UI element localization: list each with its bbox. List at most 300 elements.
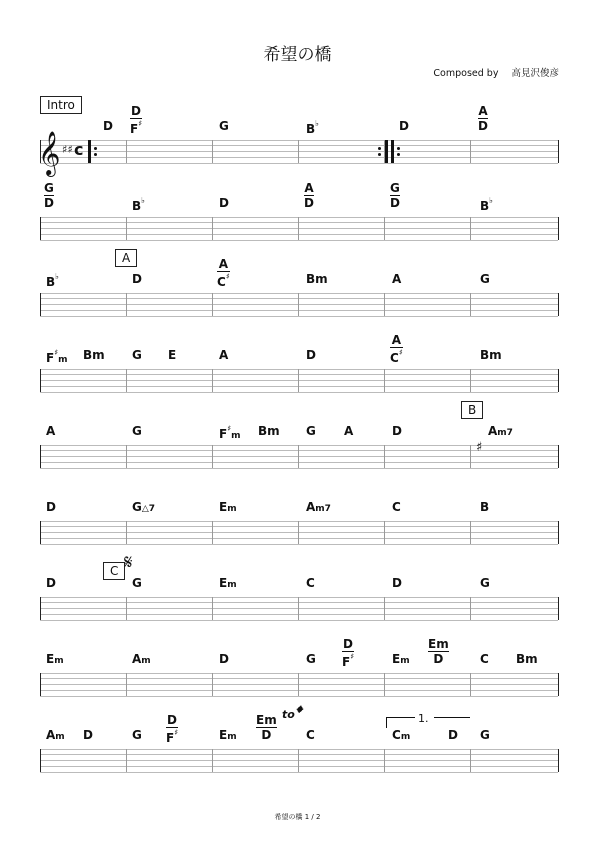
barline: [298, 521, 299, 544]
chord-symbol: [480, 197, 493, 212]
accidental: ♭: [315, 119, 319, 128]
chord-quality: m: [400, 732, 411, 742]
staff-line: [40, 526, 558, 527]
accidental: ♯: [138, 119, 143, 128]
chord-root: Bm: [480, 348, 502, 362]
staff-system: [40, 217, 558, 240]
chord-root: A: [344, 424, 354, 438]
chord-root: E: [219, 576, 228, 590]
staff-line: [40, 608, 558, 609]
chord-root: Bm: [516, 652, 538, 666]
staff-line: [40, 766, 558, 767]
chord-quality: m: [400, 656, 410, 666]
chord-root: D: [83, 728, 93, 742]
staff-line: [40, 234, 558, 235]
slash-chord-bass: [217, 272, 230, 288]
barline: [40, 597, 41, 620]
barline: [384, 217, 385, 240]
sharp-accidental-icon: ♯: [476, 440, 483, 455]
chord-symbol: [132, 653, 151, 666]
rehearsal-mark-intro: Intro: [40, 96, 82, 114]
barline: [40, 749, 41, 772]
chord-root: B: [480, 500, 490, 514]
barline: [126, 673, 127, 696]
barline: [384, 445, 385, 468]
barline: [40, 521, 41, 544]
slash-chord: [256, 714, 277, 741]
chord-root: G: [219, 119, 229, 133]
treble-clef-icon: 𝄞: [38, 131, 61, 175]
barline: [298, 293, 299, 316]
rehearsal-mark-a: A: [115, 249, 137, 267]
barline: [558, 369, 559, 392]
staff-line: [40, 228, 558, 229]
chord-symbol: [132, 425, 142, 437]
chord-quality: m: [227, 732, 237, 742]
staff-line: [40, 310, 558, 311]
chord-root: G: [306, 424, 316, 438]
barline: [212, 445, 213, 468]
barline: [298, 673, 299, 696]
chord-quality: m: [141, 656, 151, 666]
chord-root: D: [46, 576, 56, 590]
chord-root: G: [480, 576, 490, 590]
chord-symbol: [392, 273, 401, 285]
composer-credit: [423, 65, 559, 79]
chord-symbol: [219, 349, 228, 361]
slash-chord-upper: A: [391, 333, 401, 347]
barline: [558, 293, 559, 316]
chord-symbol: [306, 349, 316, 361]
chord-root: D: [392, 424, 402, 438]
barline: [470, 521, 471, 544]
chord-root: G: [132, 728, 142, 742]
barline: [212, 217, 213, 240]
staff-line: [40, 760, 558, 761]
repeat-start-barline: [391, 140, 394, 163]
barline: [470, 673, 471, 696]
chord-root: Bm: [83, 348, 105, 362]
chord-root: D: [219, 652, 229, 666]
staff-line: [40, 614, 558, 615]
chord-symbol: [46, 729, 65, 742]
chord-root: D: [132, 272, 142, 286]
accidental: ♭: [141, 196, 145, 205]
barline: [298, 749, 299, 772]
chord-root: Bm: [258, 424, 280, 438]
chord-symbol: [480, 653, 489, 665]
barline: [126, 521, 127, 544]
chord-root: G: [132, 424, 142, 438]
slash-chord: [217, 258, 230, 288]
barline: [470, 445, 471, 468]
accidental: ♯: [54, 348, 59, 357]
slash-chord: [342, 638, 354, 668]
chord-symbol: [480, 577, 490, 589]
chord-root: Bm: [306, 272, 328, 286]
slash-chord-bass: [304, 196, 314, 209]
barline: [126, 217, 127, 240]
staff-line: [40, 163, 558, 164]
barline: [470, 140, 471, 163]
chord-symbol: [46, 273, 59, 288]
chord-symbol: [132, 273, 142, 285]
staff-system: [40, 293, 558, 316]
staff-system: [40, 140, 558, 163]
to-coda-marker: [282, 703, 301, 723]
chord-symbol: [219, 425, 240, 441]
staff-line: [40, 304, 558, 305]
chord-root: A: [219, 348, 229, 362]
staff-line: [40, 151, 558, 152]
staff-line: [40, 749, 558, 750]
chord-symbol: [219, 653, 229, 665]
chord-symbol: [132, 577, 142, 589]
chord-symbol: [46, 349, 67, 365]
slash-chord-upper: D: [167, 713, 178, 727]
chord-symbol: [46, 425, 55, 437]
chord-root: F: [46, 351, 55, 365]
chord-root: A: [132, 652, 142, 666]
repeat-end-barline: [385, 140, 388, 163]
chord-root: C: [392, 500, 401, 514]
page-footer: 希望の橋 1 / 2: [274, 813, 321, 821]
chord-quality: △7: [141, 504, 156, 514]
chord-root: C: [306, 728, 315, 742]
chord-root: B: [480, 199, 490, 213]
chord-symbol: [306, 120, 319, 135]
staff-line: [40, 240, 558, 241]
chord-root: D: [399, 119, 409, 133]
slash-chord-upper: A: [304, 181, 314, 195]
rehearsal-mark-b: B: [461, 401, 483, 419]
chord-symbol: [488, 425, 513, 438]
to-coda-text: to: [282, 708, 295, 721]
slash-chord-bass: [256, 728, 277, 741]
barline: [126, 293, 127, 316]
chord-symbol: [392, 653, 410, 666]
accidental: ♯: [225, 272, 230, 281]
chord-symbol: [132, 501, 155, 514]
barline: [384, 521, 385, 544]
chord-symbol: [448, 729, 458, 741]
bass-note: F: [166, 731, 175, 745]
staff-line: [40, 374, 558, 375]
chord-symbol: [219, 197, 229, 209]
chord-root: D: [103, 119, 113, 133]
chord-root: A: [46, 728, 56, 742]
staff-line: [40, 538, 558, 539]
coda-icon: 𝄌: [294, 703, 301, 723]
chord-symbol: [480, 349, 502, 361]
staff-line: [40, 145, 558, 146]
barline: [298, 445, 299, 468]
barline: [470, 217, 471, 240]
chord-root: G: [480, 728, 490, 742]
slash-chord-bass: [342, 652, 354, 668]
staff-line: [40, 532, 558, 533]
chord-symbol: [219, 120, 229, 132]
chord-symbol: [399, 120, 409, 132]
barline: [384, 673, 385, 696]
staff-line: [40, 602, 558, 603]
staff-line: [40, 597, 558, 598]
accidental: ♭: [489, 196, 493, 205]
slash-chord-upper: A: [218, 257, 228, 271]
first-ending-label: 1.: [418, 712, 429, 725]
first-ending-bracket: [386, 717, 415, 728]
slash-chord-upper: Em: [428, 637, 449, 651]
first-ending-line: [434, 717, 470, 718]
barline: [558, 140, 559, 163]
barline: [126, 445, 127, 468]
barline: [40, 293, 41, 316]
chord-quality: m: [54, 656, 64, 666]
chord-symbol: [132, 729, 142, 741]
staff-line: [40, 316, 558, 317]
chord-symbol: [46, 577, 56, 589]
barline: [40, 673, 41, 696]
chord-symbol: [219, 577, 237, 590]
chord-symbol: [219, 501, 237, 514]
segno-icon: 𝄋: [124, 550, 133, 574]
bass-note: D: [433, 652, 444, 666]
staff-line: [40, 772, 558, 773]
chord-root: G: [306, 652, 316, 666]
slash-chord: [390, 182, 400, 209]
staff-line: [40, 392, 558, 393]
chord-symbol: [480, 273, 490, 285]
chord-symbol: [480, 729, 490, 741]
bass-note: D: [261, 728, 272, 742]
slash-chord-bass: [44, 196, 54, 209]
chord-symbol: [103, 120, 113, 132]
barline: [384, 369, 385, 392]
barline: [298, 369, 299, 392]
slash-chord: [428, 638, 449, 665]
bass-note: D: [304, 196, 314, 210]
chord-root: A: [392, 272, 402, 286]
barline: [212, 597, 213, 620]
slash-chord: [44, 182, 54, 209]
staff-system: [40, 673, 558, 696]
staff-line: [40, 468, 558, 469]
chord-root: D: [306, 348, 316, 362]
slash-chord-bass: [478, 119, 488, 132]
chord-symbol: [306, 729, 315, 741]
bass-note: C: [217, 275, 226, 289]
barline: [212, 293, 213, 316]
staff-line: [40, 462, 558, 463]
barline: [558, 445, 559, 468]
slash-chord-upper: D: [131, 104, 142, 118]
staff-line: [40, 222, 558, 223]
chord-symbol: [392, 425, 402, 437]
staff-line: [40, 217, 558, 218]
time-signature: c: [74, 140, 84, 159]
accidental: ♭: [55, 272, 59, 281]
staff-system: [40, 749, 558, 772]
barline: [126, 749, 127, 772]
chord-root: A: [306, 500, 316, 514]
chord-root: B: [306, 122, 316, 136]
staff-line: [40, 456, 558, 457]
chord-quality: m: [231, 431, 241, 441]
staff-line: [40, 673, 558, 674]
staff-line: [40, 298, 558, 299]
staff-line: [40, 544, 558, 545]
chord-symbol: [480, 501, 489, 513]
bass-note: F: [130, 122, 139, 136]
barline: [212, 521, 213, 544]
chord-symbol: [392, 577, 402, 589]
chord-symbol: [132, 197, 145, 212]
barline: [558, 673, 559, 696]
chord-root: F: [219, 427, 228, 441]
staff-line: [40, 690, 558, 691]
staff-line: [40, 678, 558, 679]
chord-root: A: [488, 424, 498, 438]
staff-system: [40, 597, 558, 620]
accidental: ♯: [174, 728, 179, 737]
chord-symbol: [46, 501, 56, 513]
chord-symbol: [516, 653, 538, 665]
barline: [212, 140, 213, 163]
chord-root: E: [219, 500, 228, 514]
chord-symbol: [258, 425, 280, 437]
slash-chord-bass: [166, 728, 178, 744]
barline: [558, 749, 559, 772]
slash-chord-bass: [428, 652, 449, 665]
barline: [40, 217, 41, 240]
composer-name: 高見沢俊彦: [511, 68, 559, 79]
barline: [384, 597, 385, 620]
staff-line: [40, 386, 558, 387]
barline: [212, 673, 213, 696]
barline: [384, 293, 385, 316]
chord-symbol: [83, 349, 105, 361]
slash-chord: [390, 334, 403, 364]
chord-symbol: [168, 349, 176, 361]
chord-root: G: [132, 500, 142, 514]
chord-symbol: [306, 273, 328, 285]
staff-line: [40, 157, 558, 158]
barline: [40, 369, 41, 392]
barline: [558, 597, 559, 620]
barline: [212, 369, 213, 392]
chord-root: G: [480, 272, 490, 286]
chord-quality: m7: [315, 504, 331, 514]
chord-quality: m: [55, 732, 65, 742]
chord-symbol: [306, 577, 315, 589]
rehearsal-mark-c: C: [103, 562, 125, 580]
staff-line: [40, 521, 558, 522]
barline: [126, 140, 127, 163]
barline: [558, 217, 559, 240]
chord-root: D: [392, 576, 402, 590]
staff-line: [40, 369, 558, 370]
chord-quality: m: [227, 580, 237, 590]
barline: [470, 597, 471, 620]
composer-label: Composed by: [433, 68, 499, 79]
staff-line: [40, 293, 558, 294]
staff-line: [40, 696, 558, 697]
barline: [470, 749, 471, 772]
barline: [470, 293, 471, 316]
staff-line: [40, 140, 558, 141]
chord-root: E: [392, 652, 401, 666]
key-signature-sharps: ♯♯: [62, 143, 73, 156]
chord-root: D: [448, 728, 458, 742]
chord-symbol: [46, 653, 64, 666]
chord-symbol: [392, 729, 410, 742]
chord-symbol: [306, 425, 316, 437]
bass-note: C: [390, 351, 399, 365]
barline: [384, 749, 385, 772]
accidental: ♯: [398, 348, 403, 357]
staff-line: [40, 380, 558, 381]
chord-root: D: [46, 500, 56, 514]
repeat-start-barline: [88, 140, 91, 163]
slash-chord-bass: [390, 196, 400, 209]
barline: [126, 369, 127, 392]
slash-chord-upper: G: [44, 181, 54, 195]
bass-note: D: [44, 196, 54, 210]
chord-root: G: [132, 348, 142, 362]
chord-root: C: [480, 652, 489, 666]
slash-chord: [304, 182, 314, 209]
staff-line: [40, 620, 558, 621]
song-title: 希望の橋: [263, 45, 332, 65]
chord-root: D: [219, 196, 229, 210]
barline: [212, 749, 213, 772]
chord-symbol: [83, 729, 93, 741]
staff-system: [40, 521, 558, 544]
chord-root: B: [132, 199, 142, 213]
barline: [298, 597, 299, 620]
chord-root: C: [392, 728, 401, 742]
barline: [558, 521, 559, 544]
chord-quality: m7: [497, 428, 513, 438]
staff-system: [40, 369, 558, 392]
slash-chord-upper: G: [390, 181, 400, 195]
chord-root: B: [46, 275, 56, 289]
bass-note: F: [342, 655, 351, 669]
chord-root: G: [132, 576, 142, 590]
staff-line: [40, 684, 558, 685]
staff-line: [40, 754, 558, 755]
chord-root: E: [219, 728, 228, 742]
chord-symbol: [132, 349, 142, 361]
chord-root: A: [46, 424, 56, 438]
bass-note: D: [478, 119, 488, 133]
barline: [298, 217, 299, 240]
slash-chord-upper: A: [478, 104, 488, 118]
accidental: ♯: [227, 424, 232, 433]
chord-symbol: [344, 425, 353, 437]
slash-chord-bass: [130, 119, 142, 135]
chord-symbol: [306, 653, 316, 665]
chord-root: C: [306, 576, 315, 590]
bass-note: D: [390, 196, 400, 210]
chord-symbol: [392, 501, 401, 513]
barline: [126, 597, 127, 620]
chord-symbol: [219, 729, 237, 742]
chord-root: E: [46, 652, 55, 666]
barline: [298, 140, 299, 163]
slash-chord-upper: Em: [256, 713, 277, 727]
slash-chord: [130, 105, 142, 135]
